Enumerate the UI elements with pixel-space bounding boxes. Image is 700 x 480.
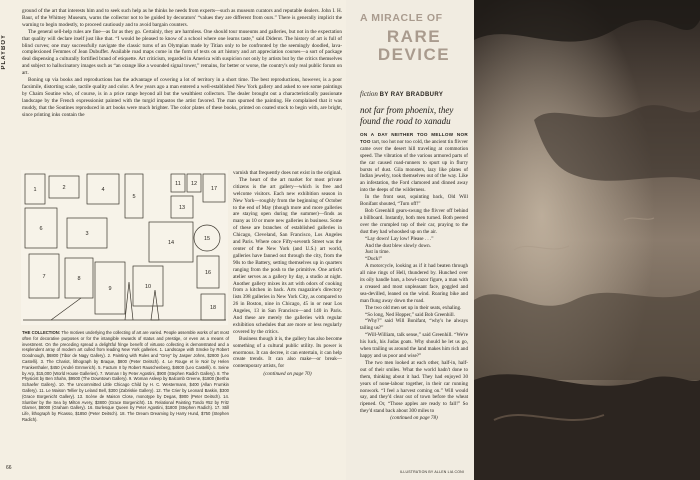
- caption-heading: THE COLLECTION:: [22, 330, 61, 335]
- diagram-label: 5: [132, 194, 136, 200]
- diagram-label: 4: [101, 187, 105, 193]
- story-title-rare: RARE: [386, 27, 442, 46]
- story-paragraph: In the front seat, squinting back, Old Will Bonifant shouted, “Turn off!”: [360, 194, 468, 208]
- story-title-line1: A MIRACLE OF: [360, 12, 443, 24]
- story-paragraph: The two old men set up in their seats, exhaling.: [365, 304, 462, 311]
- diagram-label: 8: [77, 276, 81, 282]
- collection-key-diagram: [21, 170, 228, 325]
- story-paragraph: “Why?” said Will Bonifant, “why's he always tailing us?”: [360, 318, 468, 332]
- diagram-label: 18: [209, 305, 217, 311]
- story-column: [358, 0, 470, 480]
- diagram-label: 14: [167, 240, 175, 246]
- story-paragraph: The two men looked at each other, half-in, half-out of their smiles. What the world hadn't done to them, thinking about it had. They had enjoyed 30 years of none-labour together, in their car running nonwork. “I feel a harvest coming on.” Will would say, and they'd clear out of town before the wheat ripened. Or, “Those apples are ready to fall!” So they'd stand back about 300 miles to: [360, 359, 468, 415]
- story-lead: [360, 132, 468, 194]
- article-paragraph: The heart of the art market for most private citizens is the art gallery—which is free and welcome visitors. Each new exhibition season in New York—roughly from the beginning of October to the end of May (though more and more galleries are staying open during the summer)—finds as many as 10 or more new galleries in business. Some of these are branches of established galleries in Chicago, Cleveland, San Francisco, Los Angeles and Paris. Where once Fifty-seventh Street was the center of the New York (and U.S.) art world, galleries have fanned out through the city, from the 90s to the Battery, setting themselves up in quarters ranging from the posh to the primitive. One artist's atelier serves as a gallery by day, a studio at night. Another gallery mixes its art with odors of cooking from a kitchen in back. Arts magazine's directory lists 398 galleries in New York City, as compared to 26 in Boston, nine in Chicago, 45 in or near Los Angeles, 13 in San Francisco—and 140 in Paris. And these are merely the galleries with regular exhibition schedules that are more or less regularly covered by the critics.: [233, 176, 342, 335]
- byline-author: BY RAY BRADBURY: [379, 92, 444, 98]
- magazine-name-vertical: PLAYBOY: [1, 34, 7, 70]
- diagram-label: 12: [190, 181, 198, 187]
- story-dek: not far from phoenix, they found the road to xanadu: [360, 105, 454, 126]
- story-continued-note: (continued on page 78): [390, 415, 438, 422]
- article-paragraph: Boning up via books and reproductions has the advantage of covering a lot of territory in a short time. The best reproductions, however, is a poor facsimile, distorting scale, tactile quality and color. A few years ago a man entered a well-established New York gallery and asked to see some paintings by Chaim Soutine who, of course, is in a price range beyond all but the wealthiest collectors. The dealer brought out a characteristically passionate landscape by the French expressionist painted with the turgid impastos the artist favored. The man spurned the painting. He complained that it was muddy, that the Soutines reproduced in art books were much brighter. The color plates of these books, printed on coated stock to begin with, are bright, since printing inks contain the: [22, 77, 342, 118]
- story-paragraph: “Duck!”: [365, 256, 383, 263]
- story-title-device: DEVICE: [377, 45, 451, 64]
- story-paragraph: tart, too hot nor too cold, the ancient tin flivver came over the desert hill traveling at commotion speed. The vibration of the various armored parts of the car caused road-runners to spurt up in flurry bursts of dust. Gila monsters, lazy like plates of Indian jewelry, took themselves out of the way. Like an infestation, the Ford clamored and dinned away into the deeps of the wilderness.: [360, 138, 468, 194]
- byline: [360, 90, 468, 98]
- article-body-top: [22, 8, 342, 119]
- diagram-label: 3: [85, 231, 89, 237]
- diagram-label: 2: [62, 185, 66, 191]
- story-paragraph: “Will-William, talk sense,” said Greenhill. “We're his luck, his Judas goats. Why should he let us go, when trailing us around the land makes him rich and happy and us poor and wise?”: [360, 332, 468, 359]
- story-paragraph: Just in time.: [365, 249, 390, 256]
- article-paragraph: The general sell-help rules are fine—as far as they go. Certainly, they are harmless. One should tour museums and galleries, but not in the expectation that quality will declare itself just like that. “I would be pleased to know of a school where one learns taste,” said Diderot. The history of art is full of blind curves; one may successfully navigate the classic turns of an Olympian made by Titian only to be confronted by the seemingly doodled, lava-complexioned Femmes of Jean Dubuffet. Available road maps come in the form of texts on art history and art appreciation courses—a sort of package deal dispensing a culturally fortified brand of etiquette. Art criticism, regarded in America with suspicion not only by artists but by the critics themselves and subject to hallucinatory images such as “an orange like a wounded signal tower,” remains, for better or worse, the country's only real public forum on art.: [22, 28, 342, 77]
- caption-text: The motives underlying the collecting of art are varied. People assemble works of art most often for decorative purposes or for the intangible rewards of status and prestige, or even as a means of investment. On the preceding spread a delightful fringe benefit of virtuoso collecting is demonstrated and a resplendent array of modern art culled from leading New York galleries. 1. Landscape with Smoke by Robert Goodnough, $6800 (Tibor de Nagy Gallery). 2. Painting with Rules and “Grey” by Jasper Johns, $2800 (Leo Castelli). 3. The Chariot, lithograph by Braque, $800 (Peter Deitsch). 4. Le Rouge et le Noir by Helen Frankenthaler, $450 (André Emmerich). 5. Factum II by Robert Rauschenberg, $4600 (Leo Castelli). 6. Seine by Arp, $15,000 (World House Galleries). 7. Woman I by Peter Agostini, $900 (Stephen Radich Gallery). 8. The Physicist by Ben Shahn, $9500 (The Downtown Gallery). 9. Woman Asleep by Balcomb Greene, $1800 (Bertha Schaefer Gallery). 10. The Uncommitted Little Chicago Child by H. C. Westermann, $400 (Allan Frumkin Gallery). 11. Le Maison Tellier by Leland Bell, $300 (Zabriskie Gallery). 12. The Crier by Leonard Baskin, $300 (Grace Borgenicht Gallery). 13. Scène de Maison Close, monotype by Degas, $900 (Peter Deitsch). 14. Slumber by the Sea by Milton Avery, $3800 (Grace Borgenicht). 15. Relational Painting Tondo #52 by Fritz Glarner, $8000 (Graham Gallery). 16. Burlesque Queen by Peter Agostini, $1800 (Stephen Radich). 17. Still Life, lithograph by Picasso, $1850 (Peter Deitsch). 18. The Dream Dreaming by Harry Hund, $750 (Stephen Radich).: [22, 330, 230, 422]
- diagram-label: 10: [144, 284, 152, 290]
- collection-caption: [22, 330, 229, 423]
- article-body-right-column: [233, 170, 342, 378]
- story-title-main: [360, 28, 468, 64]
- desert-illustration-image: [474, 0, 700, 480]
- diagram-label: 13: [178, 205, 186, 211]
- story-body: [360, 132, 468, 422]
- left-page: [0, 0, 346, 480]
- byline-prefix: fiction: [360, 90, 378, 98]
- story-paragraph: A motorcycle, looking as if it had beaten through all nine rings of Hell, thundered by. Hunched over its oily handle bars, a bowl-razor figure, a man with a creased and most unpleasant face, goggled and sea-devilled, leaned on the wind. Roaring bike and man flung away down the road.: [360, 263, 468, 304]
- article-paragraph: varnish that frequently does not exist in the original.: [233, 170, 342, 176]
- lead-smallcaps: ON A DAY NEITHER TOO MELLOW NOR TOO: [360, 132, 468, 144]
- page-number: 66: [6, 465, 12, 471]
- story-paragraph: Bob Greenhill gears-swung the flivver off behind a billboard. Instantly, both men turned. Both peered over the crumpled top of their car, praying to the dust they had whooshed up on the air.: [360, 207, 468, 235]
- diagram-label: 11: [175, 181, 181, 187]
- diagram-label: 16: [204, 270, 212, 276]
- continued-note: (continued on page 70): [263, 371, 312, 378]
- story-paragraph: “So long, Ned Hopper,” said Bob Greenhill.: [365, 311, 455, 318]
- diagram-label: 6: [39, 226, 43, 232]
- diagram-label: 1: [33, 187, 37, 193]
- diagram-label: 17: [210, 186, 218, 192]
- diagram-label: 7: [42, 274, 46, 280]
- article-paragraph: ground of the art that interests him and to seek such help as he thinks he needs from experts—such as museum curators and reputable dealers. John I. H. Baur, of the Whitney Museum, warns the collector not to be guided by decorators' “values they are different from ours.” There is generally implicit the warning to begin modestly, to proceed cautiously and to avoid bargain counters.: [22, 8, 342, 28]
- story-illustration: [474, 0, 700, 480]
- diagram-label: 9: [108, 286, 112, 292]
- story-paragraph: And the dust blew slowly down.: [365, 242, 431, 249]
- article-paragraph: Business though it is, the gallery has also become something of a cultural public utility. Its power is enormous. It can decree, it can entertain, it can help create trends. It can also make—or break—contemporary artists, for: [233, 335, 343, 370]
- collection-diagram-svg: [21, 170, 228, 325]
- illustration-credit: ILLUSTRATION BY ALLEN LIA CONI: [400, 470, 465, 474]
- story-paragraph: “Lay down! Lay low! Please . . .”: [365, 235, 434, 242]
- diagram-label: 15: [203, 236, 211, 242]
